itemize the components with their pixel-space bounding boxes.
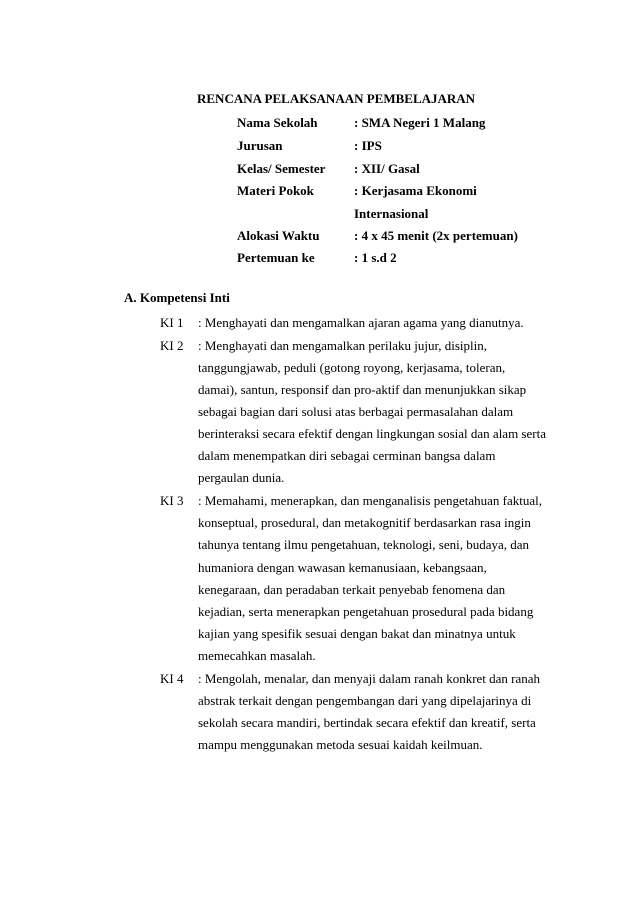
identity-value: : 4 x 45 menit (2x pertemuan) <box>354 228 518 243</box>
section-heading: A. Kompetensi Inti <box>124 290 230 305</box>
ki-text-line: tahunya tentang ilmu pengetahuan, teknologi, seni, budaya, dan <box>198 537 530 552</box>
ki-text-line: kenegaraan, dan peradaban terkait penyebab fenomena dan <box>198 582 506 597</box>
ki-text-line: tanggungjawab, peduli (gotong royong, kerjasama, toleran, <box>198 360 506 375</box>
ki-code: KI 3 <box>160 493 184 508</box>
document-title: RENCANA PELAKSANAAN PEMBELAJARAN <box>197 91 476 106</box>
ki-text-line: mampu menggunakan metoda sesuai kaidah keilmuan. <box>198 737 483 752</box>
ki-text-line: dalam menempatkan diri sebagai cerminan bangsa dalam <box>198 448 496 463</box>
identity-value: : 1 s.d 2 <box>354 250 397 265</box>
identity-value: : XII/ Gasal <box>354 161 420 176</box>
ki-text-line: abstrak terkait dengan pengembangan dari yang dipelajarinya di <box>198 693 532 708</box>
ki-code: KI 1 <box>160 315 184 330</box>
ki-text-line: : Menghayati dan mengamalkan perilaku jujur, disiplin, <box>198 338 488 353</box>
identity-label: Materi Pokok <box>237 183 314 198</box>
identity-value: : Kerjasama Ekonomi <box>354 183 477 198</box>
identity-label: Kelas/ Semester <box>237 161 326 176</box>
identity-value: Internasional <box>354 206 429 221</box>
identity-value: : IPS <box>354 138 382 153</box>
ki-text-line: : Mengolah, menalar, dan menyaji dalam ranah konkret dan ranah <box>198 671 541 686</box>
ki-text-line: damai), santun, responsif dan pro-aktif dan menunjukkan sikap <box>198 382 527 397</box>
ki-text-line: : Menghayati dan mengamalkan ajaran agama yang dianutnya. <box>198 315 524 330</box>
ki-text-line: kejadian, serta menerapkan pengetahuan prosedural pada bidang <box>198 604 534 619</box>
ki-code: KI 4 <box>160 671 184 686</box>
identity-label: Alokasi Waktu <box>237 228 320 243</box>
ki-text-line: sekolah secara mandiri, bertindak secara efektif dan kreatif, serta <box>198 715 536 730</box>
identity-label: Pertemuan ke <box>237 250 315 265</box>
ki-text-line: humaniora dengan wawasan kemanusiaan, kebangsaan, <box>198 560 487 575</box>
identity-label: Nama Sekolah <box>237 115 318 130</box>
ki-text-line: kajian yang spesifik sesuai dengan bakat dan minatnya untuk <box>198 626 516 641</box>
ki-text-line: konseptual, prosedural, dan metakognitif berdasarkan rasa ingin <box>198 515 531 530</box>
ki-text-line: : Memahami, menerapkan, dan menganalisis pengetahuan faktual, <box>198 493 543 508</box>
ki-text-line: pergaulan dunia. <box>198 470 285 485</box>
ki-text-line: sebagai bagian dari solusi atas berbagai permasalahan dalam <box>198 404 514 419</box>
ki-code: KI 2 <box>160 338 184 353</box>
ki-text-line: berinteraksi secara efektif dengan lingkungan sosial dan alam serta <box>198 426 546 441</box>
identity-value: : SMA Negeri 1 Malang <box>354 115 486 130</box>
identity-label: Jurusan <box>237 138 283 153</box>
ki-text-line: memecahkan masalah. <box>198 648 316 663</box>
